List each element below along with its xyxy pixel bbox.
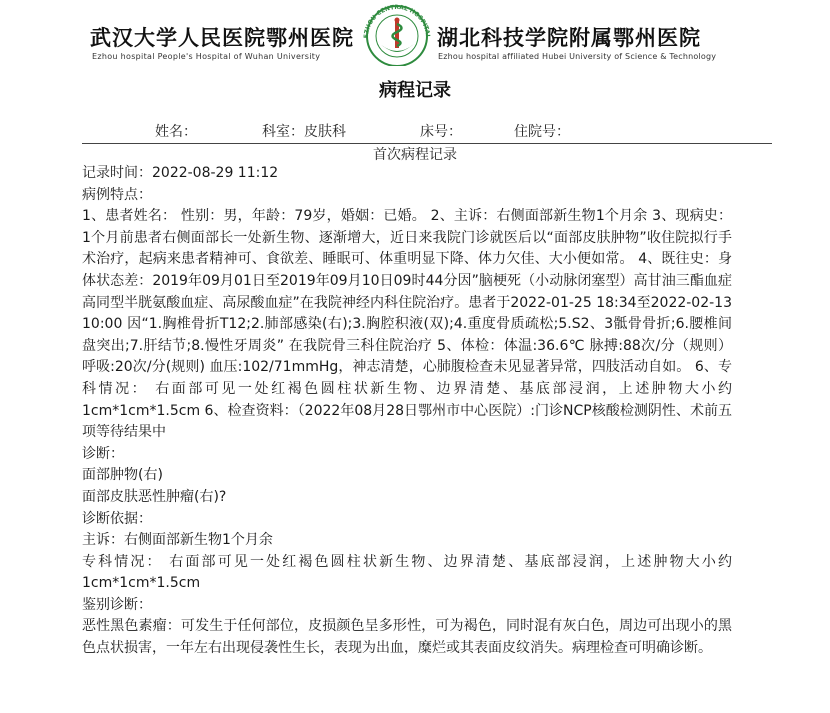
diagnosis-basis-label: 诊断依据：	[82, 510, 152, 527]
diagnosis-item: 面部皮肤恶性肿瘤(右)?	[82, 488, 227, 505]
hospital-logo-icon	[360, 0, 434, 66]
case-features-label: 病例特点：	[82, 186, 152, 203]
hospital-name-right: 湖北科技学院附属鄂州医院	[437, 25, 701, 50]
diagnosis-label: 诊断：	[82, 445, 124, 462]
bed-label: 床号：	[420, 124, 462, 140]
department-field: 科室：皮肤科	[262, 124, 346, 140]
logo-text: EZHOU CENTRAL HOSPITAL	[362, 3, 432, 39]
differential-diagnosis-label: 鉴别诊断：	[82, 596, 152, 613]
name-label: 姓名：	[155, 124, 197, 140]
basis-specialty: 专科情况： 右面部可见一处红褐色圆柱状新生物、边界清楚、基底部浸润，上述肿物大小约1cm*1cm*1.5cm	[82, 553, 732, 592]
document-title: 病程记录	[379, 80, 451, 101]
patient-info-row	[0, 121, 830, 141]
record-body	[82, 163, 732, 660]
letterhead	[0, 0, 830, 66]
record-time: 记录时间：2022-08-29 11:12	[82, 165, 279, 181]
case-features-text: 1、患者姓名： 性别：男，年龄：79岁，婚姻：已婚。 2、主诉：右侧面部新生物1个月余 3、现病史： 1个月前患者右侧面部长一处新生物、逐渐增大，近日来我院门诊就医后以“面部皮肤肿物”收住院拟行手术治疗，起病来患者精神可、食欲差、睡眠可、体重明显下降、体力欠佳、大小便如常。 4、既往史：身体状态差：2019年09月01日至2019年09月10日09时44分因”脑梗死（小动脉闭塞型）高甘油三酯血症 高同型半胱氨酸血症、高尿酸血症”在我院神经内科住院治疗。患者于2022-01-25 18:34至2022-02-13 10:00 因“1.胸椎骨折T12;2.肺部感染(右);3.胸腔积液(双);4.重度骨质疏松;5.S2、3骶骨骨折;6.腰椎间盘突出;7.肝结节;8.慢性牙周炎” 在我院骨三科住院治疗 5、体检：体温:36.6℃ 脉搏:88次/分（规则） 呼吸:20次/分(规则) 血压:102/71mmHg，神志清楚，心肺腹检查未见显著异常，四肢活动自如。 6、专科情况： 右面部可见一处红褐色圆柱状新生物、边界清楚、基底部浸润，上述肿物大小约1cm*1cm*1.5cm 6、检查资料：（2022年08月28日鄂州市中心医院）:门诊NCP核酸检测阴性、术前五项等待结果中	[82, 208, 732, 441]
differential-diagnosis-text: 恶性黑色素瘤：可发生于任何部位，皮损颜色呈多形性，可为褐色，同时混有灰白色，周边可出现小的黑色点状损害，一年左右出现侵袭性生长，表现为出血，糜烂或其表面皮纹消失。病理检查可明确诊断。	[82, 618, 732, 657]
hospital-name-left-en: Ezhou hospital People's Hospital of Wuhan University	[92, 52, 321, 61]
hospital-name-left: 武汉大学人民医院鄂州医院	[90, 25, 354, 50]
basis-complaint: 主诉：右侧面部新生物1个月余	[82, 532, 273, 549]
admission-number-label: 住院号：	[514, 124, 570, 140]
document-subtitle: 首次病程记录	[373, 147, 457, 163]
diagnosis-item: 面部肿物(右)	[82, 467, 163, 484]
hospital-name-right-en: Ezhou hospital affiliated Hubei University of Science & Technology	[438, 52, 717, 61]
